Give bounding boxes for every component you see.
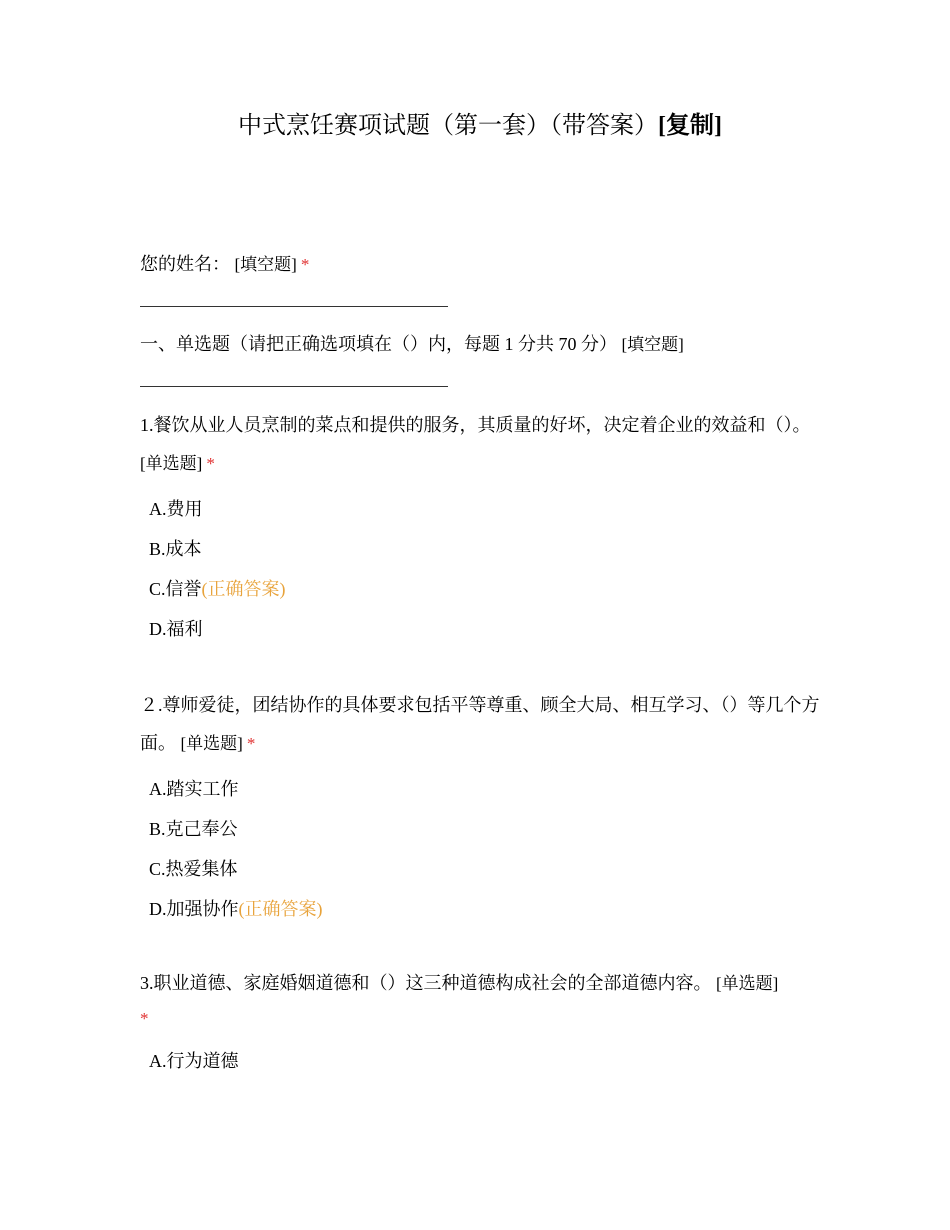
option-label: C.热爱集体	[149, 859, 238, 879]
question-2-option-b[interactable]	[149, 817, 238, 841]
option-label: A.踏实工作	[149, 779, 239, 799]
question-1-option-c[interactable]	[149, 577, 286, 601]
question-2-option-a[interactable]	[149, 777, 239, 801]
question-2-type-tag: [单选题]	[180, 734, 243, 753]
option-label: B.成本	[149, 539, 202, 559]
question-2	[140, 686, 820, 763]
section-header	[140, 332, 820, 357]
question-2-required-mark: *	[246, 734, 256, 753]
question-3-type-tag: [单选题]	[716, 974, 779, 993]
correct-answer-marker: (正确答案)	[238, 899, 323, 919]
page-title	[0, 108, 950, 144]
required-mark: *	[300, 255, 310, 274]
question-1	[140, 406, 820, 483]
question-1-text: 1.餐饮从业人员烹制的菜点和提供的服务，其质量的好坏，决定着企业的效益和（）。	[140, 415, 811, 435]
section-input-line[interactable]	[140, 386, 448, 387]
option-label: A.行为道德	[149, 1051, 239, 1071]
section-label: 一、单选题（请把正确选项填在（）内，每题 1 分共 70 分）	[140, 334, 617, 354]
section-type-tag: [填空题]	[621, 335, 684, 354]
question-1-option-d[interactable]	[149, 617, 203, 641]
question-2-option-c[interactable]	[149, 857, 238, 881]
correct-answer-marker: (正确答案)	[201, 579, 286, 599]
option-label: B.克己奉公	[149, 819, 238, 839]
option-label: D.福利	[149, 619, 203, 639]
question-1-type-tag: [单选题]	[140, 454, 203, 473]
option-label: D.加强协作	[149, 899, 239, 919]
question-3-text: 3.职业道德、家庭婚姻道德和（）这三种道德构成社会的全部道德内容。	[140, 973, 712, 993]
question-type-tag: [填空题]	[234, 255, 297, 274]
title-main: 中式烹饪赛项试题（第一套）（带答案）	[238, 113, 658, 139]
question-2-option-d[interactable]	[149, 897, 323, 921]
name-input-line[interactable]	[140, 306, 448, 307]
question-3	[140, 966, 820, 1036]
option-label: A.费用	[149, 499, 203, 519]
question-3-option-a[interactable]	[149, 1049, 239, 1073]
name-question	[140, 252, 820, 277]
option-label: C.信誉	[149, 579, 202, 599]
question-1-required-mark: *	[206, 454, 215, 473]
question-1-option-a[interactable]	[149, 497, 203, 521]
question-3-required-mark: *	[140, 1009, 149, 1028]
name-question-label: 您的姓名：	[140, 254, 230, 274]
copy-tag: [复制]	[658, 113, 722, 139]
question-1-option-b[interactable]	[149, 537, 202, 561]
question-2-text: ２.尊师爱徒，团结协作的具体要求包括平等尊重、顾全大局、相互学习、（）等几个方面。	[140, 695, 820, 753]
